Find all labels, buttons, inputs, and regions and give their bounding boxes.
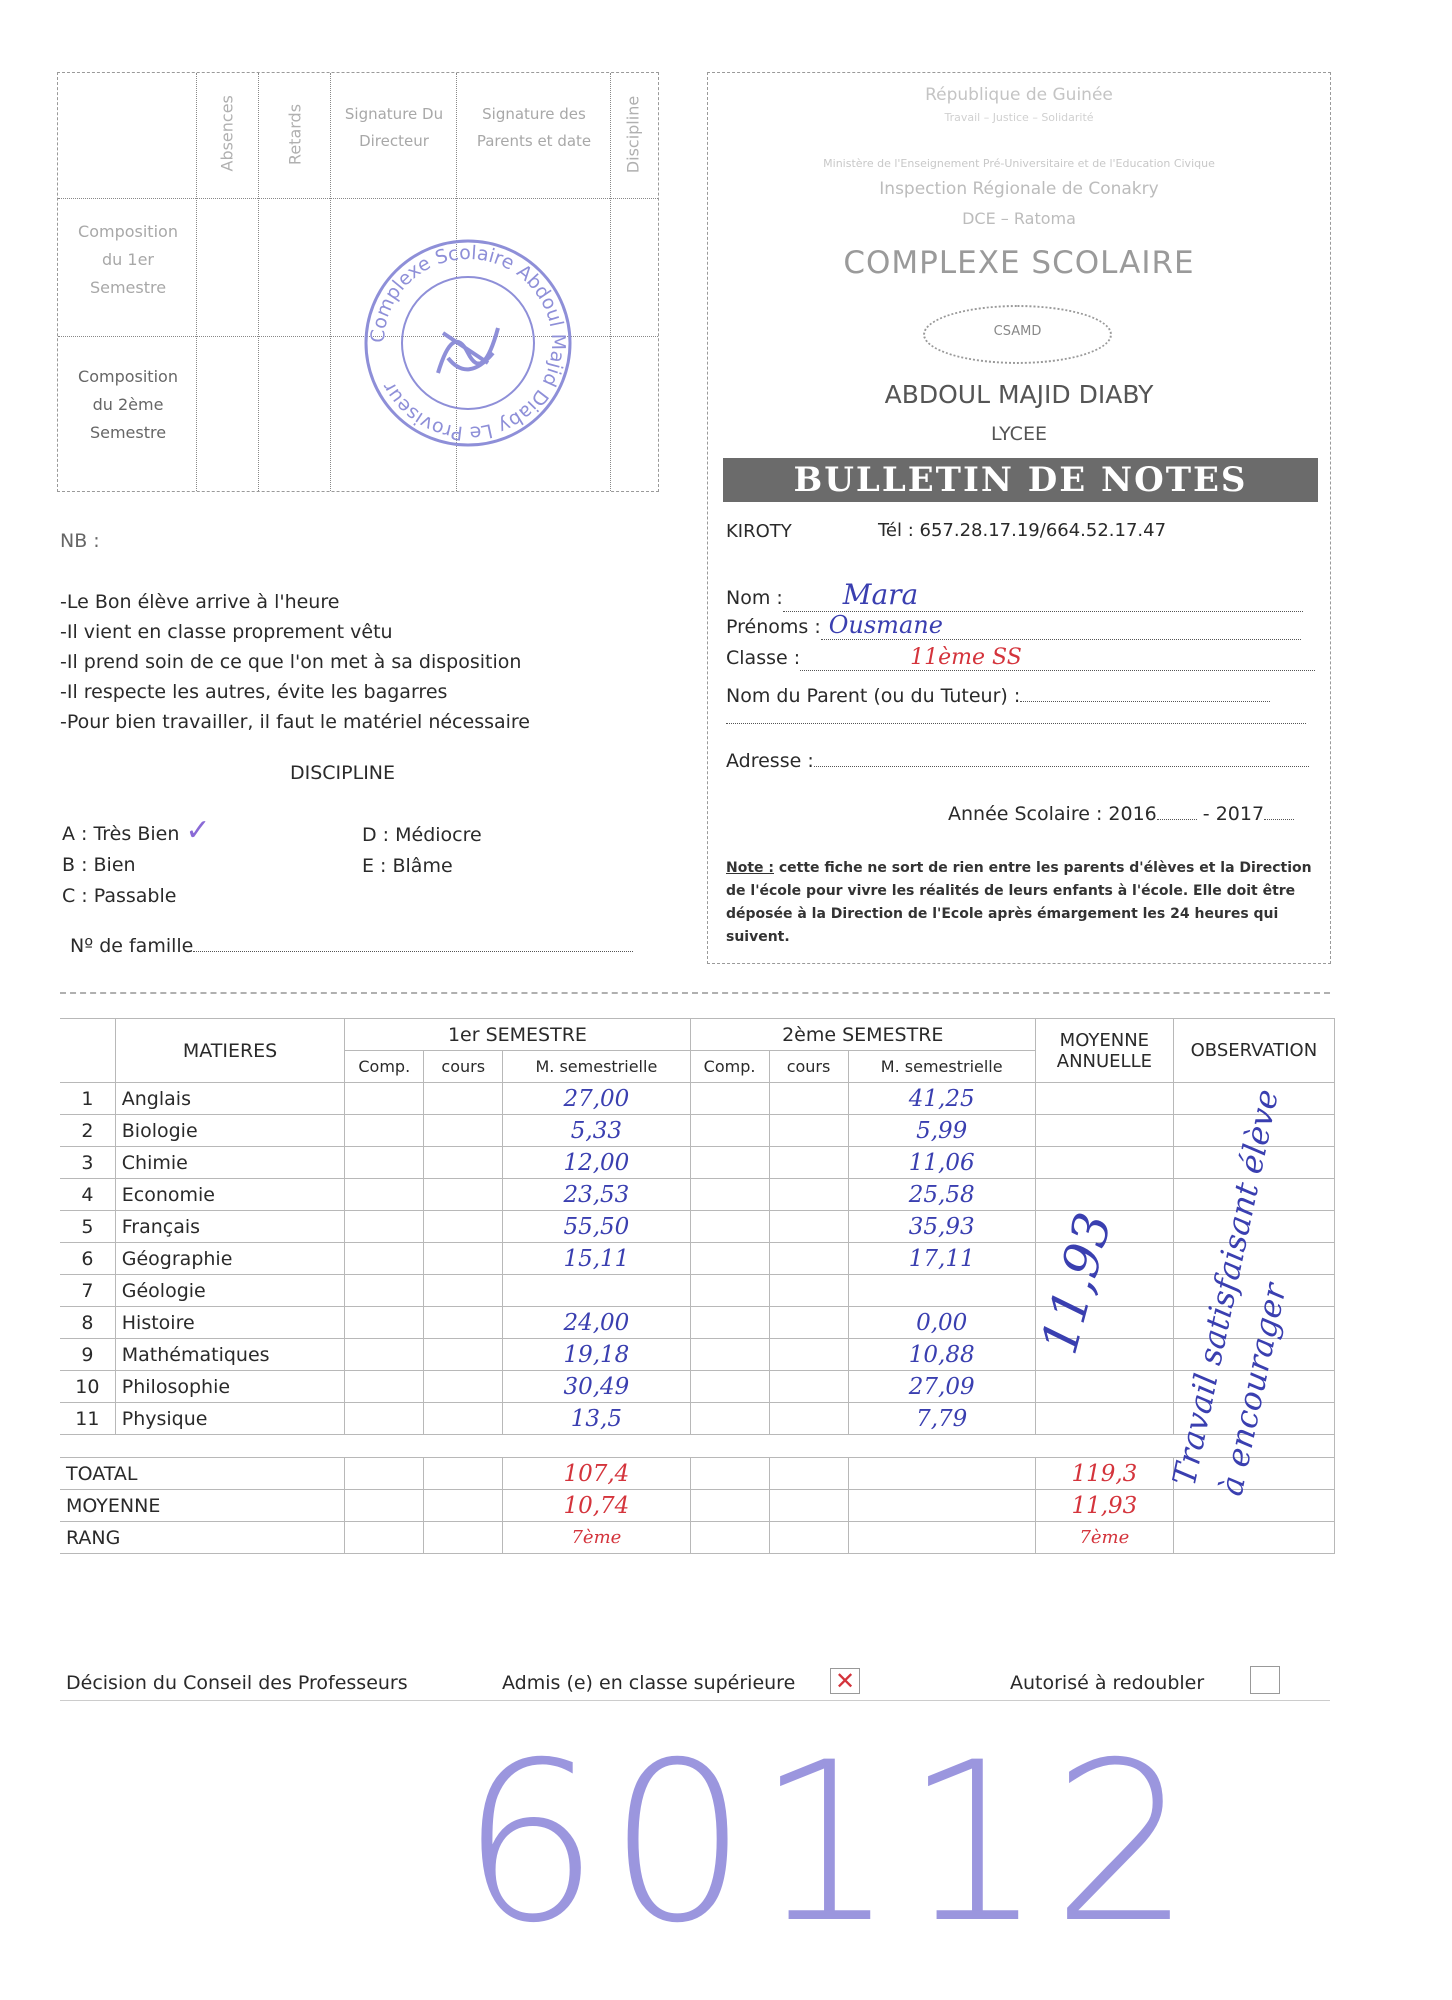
sub-msem: M. semestrielle <box>848 1051 1035 1083</box>
nom-label: Nom : <box>726 587 783 609</box>
school-name: ABDOUL MAJID DIABY <box>884 380 1154 409</box>
annee-start: 2016 <box>1108 803 1157 825</box>
msem-s1: 13,5 <box>503 1403 690 1435</box>
prenoms-label: Prénoms : <box>726 616 821 638</box>
logo-text: CSAMD <box>993 324 1042 339</box>
moy-annuelle-cell <box>1035 1403 1173 1435</box>
bulletin-title: BULLETIN DE NOTES <box>793 460 1248 500</box>
msem-s1: 5,33 <box>503 1115 690 1147</box>
school-header-box <box>707 72 1331 964</box>
school-level: LYCEE <box>991 423 1047 445</box>
no: 8 <box>60 1307 115 1339</box>
msem-s1: 15,11 <box>503 1243 690 1275</box>
subject-row <box>60 1371 1335 1403</box>
discipline-b: B : Bien <box>62 854 136 876</box>
cours-s2 <box>769 1115 848 1147</box>
cours-s1 <box>424 1243 503 1275</box>
moy-annuelle-cell <box>1035 1115 1173 1147</box>
msem-s2: 27,09 <box>848 1371 1035 1403</box>
cours-s2 <box>769 1307 848 1339</box>
sub-msem: M. semestrielle <box>503 1051 690 1083</box>
cours-s2 <box>769 1243 848 1275</box>
nb-title: NB : <box>60 530 100 552</box>
inspection: Inspection Régionale de Conakry <box>879 179 1159 199</box>
nb-item: -Il respecte les autres, évite les bagarres <box>60 681 448 703</box>
cours-s1 <box>424 1339 503 1371</box>
rang-label: RANG <box>60 1522 345 1554</box>
moy-annuelle-cell <box>1035 1083 1173 1115</box>
col-sem1: 1er SEMESTRE <box>345 1019 690 1051</box>
no: 7 <box>60 1275 115 1307</box>
no: 5 <box>60 1211 115 1243</box>
sub-comp: Comp. <box>690 1051 769 1083</box>
student-classe: 11ème SS <box>910 645 1022 670</box>
school-logo <box>923 305 1112 364</box>
cours-s1 <box>424 1083 503 1115</box>
nb-item: -Pour bien travailler, il faut le matériel nécessaire <box>60 711 530 733</box>
comp-s2 <box>690 1115 769 1147</box>
msem-s2 <box>848 1275 1035 1307</box>
cours-s1 <box>424 1307 503 1339</box>
adresse-label: Adresse : <box>726 750 814 772</box>
cours-s1 <box>424 1115 503 1147</box>
subject-row <box>60 1339 1335 1371</box>
comp-s1 <box>345 1179 424 1211</box>
bulletin-banner <box>723 458 1318 502</box>
redoubler-checkbox[interactable] <box>1250 1666 1280 1694</box>
moy-annuelle-cell <box>1035 1179 1173 1211</box>
cours-s1 <box>424 1371 503 1403</box>
parent-field <box>726 685 1270 707</box>
comp-s2 <box>690 1083 769 1115</box>
msem-s2: 7,79 <box>848 1403 1035 1435</box>
rang-annual: 7ème <box>1035 1522 1173 1554</box>
comp-s2 <box>690 1243 769 1275</box>
dce: DCE – Ratoma <box>962 209 1076 228</box>
big-number-stamp: 60112 <box>460 1715 1200 1971</box>
header-discipline: Discipline <box>623 95 643 174</box>
ministry: Ministère de l'Enseignement Pré-Universitaire et de l'Education Civique <box>823 157 1215 170</box>
discipline-e: E : Blâme <box>362 855 453 877</box>
no: 11 <box>60 1403 115 1435</box>
discipline-title: DISCIPLINE <box>290 762 396 784</box>
msem-s2: 35,93 <box>848 1211 1035 1243</box>
annual-average-handwritten: 11,93 <box>1030 1206 1124 1361</box>
famille-label: Nº de famille <box>70 935 194 957</box>
total-label: TOATAL <box>60 1458 345 1490</box>
msem-s2: 5,99 <box>848 1115 1035 1147</box>
attendance-signature-grid <box>57 72 659 492</box>
total-s1: 107,4 <box>503 1458 690 1490</box>
comp-s1 <box>345 1147 424 1179</box>
no: 9 <box>60 1339 115 1371</box>
cours-s2 <box>769 1371 848 1403</box>
comp-s1 <box>345 1083 424 1115</box>
classe-label: Classe : <box>726 647 801 669</box>
admis-label: Admis (e) en classe supérieure <box>502 1672 796 1694</box>
student-prenoms-field <box>726 611 1301 640</box>
subject-name: Mathématiques <box>115 1339 345 1371</box>
school-stamp <box>358 233 578 453</box>
msem-s1: 19,18 <box>503 1339 690 1371</box>
cours-s2 <box>769 1211 848 1243</box>
annee-end: 2017 <box>1215 803 1265 825</box>
phone: Tél : 657.28.17.19/664.52.17.47 <box>878 520 1167 541</box>
moyenne-row <box>60 1490 1335 1522</box>
col-sem2: 2ème SEMESTRE <box>690 1019 1035 1051</box>
annee-scolaire-field: Année Scolaire : 2016 - 2017 <box>948 803 1294 825</box>
republic: République de Guinée <box>925 85 1113 105</box>
nb-list <box>60 587 530 737</box>
adresse-field <box>726 750 1309 772</box>
header-signature-directeur: Signature Du Directeur <box>344 105 444 150</box>
nb-item: -Il prend soin de ce que l'on met à sa disposition <box>60 651 522 673</box>
redoubler-label: Autorisé à redoubler <box>1010 1672 1205 1694</box>
subject-row <box>60 1115 1335 1147</box>
comp-s2 <box>690 1307 769 1339</box>
comp-s2 <box>690 1371 769 1403</box>
comp-s2 <box>690 1403 769 1435</box>
cours-s2 <box>769 1147 848 1179</box>
school-type: COMPLEXE SCOLAIRE <box>843 245 1195 281</box>
subject-row <box>60 1179 1335 1211</box>
no: 1 <box>60 1083 115 1115</box>
header-signature-parents: Signature des Parents et date <box>476 105 592 150</box>
cours-s2 <box>769 1403 848 1435</box>
no: 3 <box>60 1147 115 1179</box>
subject-name: Géologie <box>115 1275 345 1307</box>
comp-s1 <box>345 1275 424 1307</box>
discipline-legend <box>62 815 211 912</box>
note-text: cette fiche ne sort de rien entre les parents d'élèves et la Direction de l'école pour vivre les réalités de leurs enfants à l'école. Elle doit être déposée à la Direction de l'Ecole après émargement les 24 heures qui suivent. <box>726 860 1312 945</box>
msem-s2: 10,88 <box>848 1339 1035 1371</box>
comp-s2 <box>690 1211 769 1243</box>
no: 4 <box>60 1179 115 1211</box>
discipline-d: D : Médiocre <box>362 824 482 846</box>
moyenne-label: MOYENNE <box>60 1490 345 1522</box>
comp-s1 <box>345 1115 424 1147</box>
cours-s1 <box>424 1147 503 1179</box>
moy-annuelle-cell <box>1035 1371 1173 1403</box>
cours-s2 <box>769 1339 848 1371</box>
msem-s1: 55,50 <box>503 1211 690 1243</box>
row-composition-2: Composition du 2ème Semestre <box>78 367 178 442</box>
row-composition-1: Composition du 1er Semestre <box>78 222 178 297</box>
col-observation: OBSERVATION <box>1173 1019 1334 1083</box>
subject-row <box>60 1307 1335 1339</box>
comp-s2 <box>690 1339 769 1371</box>
col-moy-annuelle: MOYENNE ANNUELLE <box>1035 1019 1173 1083</box>
student-nom-field <box>726 578 1303 612</box>
msem-s2: 11,06 <box>848 1147 1035 1179</box>
subject-row <box>60 1083 1335 1115</box>
note-label: Note : <box>726 860 774 876</box>
col-matieres: MATIERES <box>115 1019 345 1083</box>
sub-cours: cours <box>769 1051 848 1083</box>
admis-checkbox[interactable] <box>830 1668 860 1694</box>
subject-name: Chimie <box>115 1147 345 1179</box>
msem-s1: 24,00 <box>503 1307 690 1339</box>
separator <box>60 992 1330 994</box>
discipline-a: A : Très Bien <box>62 823 180 845</box>
subject-name: Français <box>115 1211 345 1243</box>
no: 6 <box>60 1243 115 1275</box>
bottom-separator <box>60 1700 1330 1701</box>
svg-text:Complexe Scolaire Abdoul Majid: Complexe Scolaire Abdoul Majid Diaby Le Proviseur <box>366 241 570 445</box>
comp-s2 <box>690 1147 769 1179</box>
no: 2 <box>60 1115 115 1147</box>
msem-s1: 12,00 <box>503 1147 690 1179</box>
discipline-legend-right <box>362 820 482 882</box>
subject-name: Philosophie <box>115 1371 345 1403</box>
subject-name: Economie <box>115 1179 345 1211</box>
header-absences: Absences <box>217 95 237 172</box>
decision-label: Décision du Conseil des Professeurs <box>66 1672 408 1694</box>
discipline-c: C : Passable <box>62 885 177 907</box>
subject-row <box>60 1403 1335 1435</box>
cours-s2 <box>769 1275 848 1307</box>
msem-s2: 0,00 <box>848 1307 1035 1339</box>
msem-s1: 27,00 <box>503 1083 690 1115</box>
check-mark-icon: ✓ <box>185 813 211 848</box>
location: KIROTY <box>726 521 792 542</box>
nb-item: -Il vient en classe proprement vêtu <box>60 621 393 643</box>
cours-s2 <box>769 1083 848 1115</box>
grades-table <box>60 1018 1335 1554</box>
note-block <box>726 857 1316 949</box>
comp-s1 <box>345 1243 424 1275</box>
subject-row <box>60 1211 1335 1243</box>
cours-s1 <box>424 1275 503 1307</box>
comp-s1 <box>345 1403 424 1435</box>
comp-s1 <box>345 1307 424 1339</box>
no: 10 <box>60 1371 115 1403</box>
cours-s1 <box>424 1211 503 1243</box>
msem-s1: 23,53 <box>503 1179 690 1211</box>
subject-name: Géographie <box>115 1243 345 1275</box>
moyenne-annual: 11,93 <box>1035 1490 1173 1522</box>
comp-s2 <box>690 1179 769 1211</box>
sub-cours: cours <box>424 1051 503 1083</box>
observation-handwritten: Travail satisfaisant élève à encourager <box>1164 1085 1294 1499</box>
cross-mark-icon: ✕ <box>834 1667 856 1695</box>
student-classe-field <box>726 645 1315 671</box>
comp-s2 <box>690 1275 769 1307</box>
header-retards: Retards <box>285 103 305 166</box>
total-annual: 119,3 <box>1035 1458 1173 1490</box>
rang-s1: 7ème <box>503 1522 690 1554</box>
comp-s1 <box>345 1371 424 1403</box>
moy-annuelle-cell <box>1035 1147 1173 1179</box>
msem-s1: 30,49 <box>503 1371 690 1403</box>
subject-name: Physique <box>115 1403 345 1435</box>
comp-s1 <box>345 1211 424 1243</box>
subject-row <box>60 1275 1335 1307</box>
student-prenoms: Ousmane <box>828 611 943 639</box>
student-nom: Mara <box>842 578 919 611</box>
subject-name: Anglais <box>115 1083 345 1115</box>
comp-s1 <box>345 1339 424 1371</box>
msem-s2: 17,11 <box>848 1243 1035 1275</box>
motto: Travail – Justice – Solidarité <box>944 111 1094 124</box>
sub-comp: Comp. <box>345 1051 424 1083</box>
parent-label: Nom du Parent (ou du Tuteur) : <box>726 685 1021 707</box>
rang-row <box>60 1522 1335 1554</box>
subject-name: Biologie <box>115 1115 345 1147</box>
subject-name: Histoire <box>115 1307 345 1339</box>
cours-s2 <box>769 1179 848 1211</box>
subject-row <box>60 1147 1335 1179</box>
msem-s1 <box>503 1275 690 1307</box>
annee-label: Année Scolaire : <box>948 803 1103 825</box>
cours-s1 <box>424 1403 503 1435</box>
famille-field <box>70 935 633 957</box>
cours-s1 <box>424 1179 503 1211</box>
nb-item: -Le Bon élève arrive à l'heure <box>60 591 340 613</box>
msem-s2: 25,58 <box>848 1179 1035 1211</box>
moyenne-s1: 10,74 <box>503 1490 690 1522</box>
subject-row <box>60 1243 1335 1275</box>
msem-s2: 41,25 <box>848 1083 1035 1115</box>
total-row <box>60 1458 1335 1490</box>
